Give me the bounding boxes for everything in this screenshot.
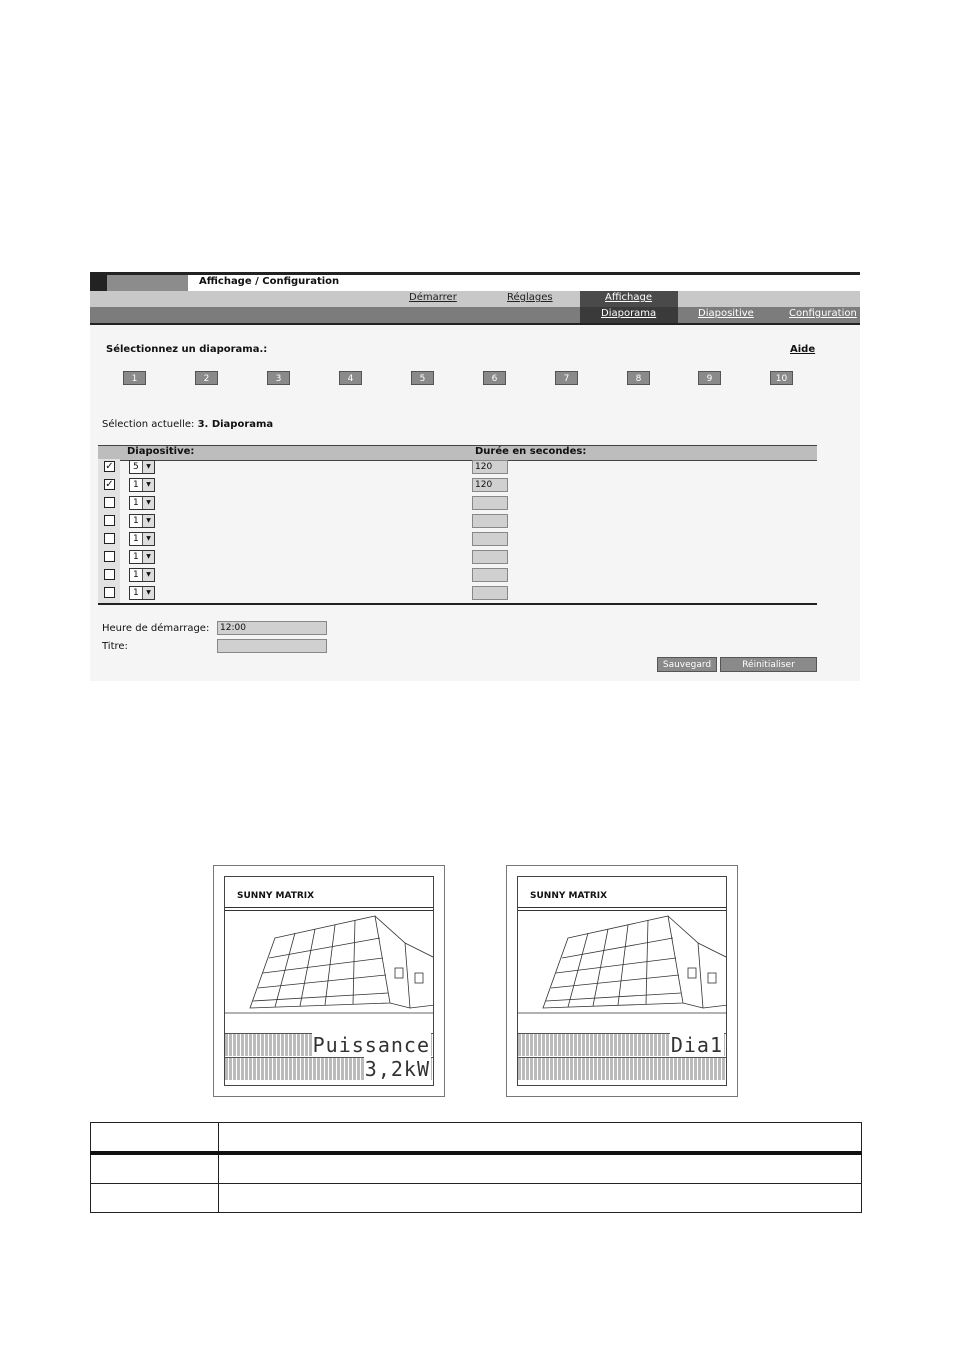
slide-select-value: 1: [133, 588, 139, 598]
current-selection-value: 3. Diaporama: [197, 419, 274, 430]
nav-affichage[interactable]: Affichage: [605, 292, 652, 303]
lcd-text-1: Dia1: [670, 1033, 723, 1057]
lcd-line-1: [518, 1033, 726, 1056]
building-image: [225, 913, 434, 1043]
display-screen: [517, 876, 727, 1086]
table-row: [98, 513, 817, 531]
table-row: [91, 1153, 862, 1184]
slide-select-value: 1: [133, 570, 139, 580]
subnav-configuration[interactable]: Configuration: [789, 308, 857, 319]
nav-affichage-tab[interactable]: [580, 291, 678, 307]
logo-block: [90, 275, 107, 291]
slideshow-button-5[interactable]: 5: [411, 371, 434, 385]
lcd-line-2: [518, 1057, 726, 1080]
slide-select[interactable]: [129, 550, 155, 564]
chevron-down-icon: ▼: [142, 587, 154, 599]
row-checkbox[interactable]: [104, 515, 115, 526]
slide-select[interactable]: [129, 496, 155, 510]
slide-select-value: 1: [133, 498, 139, 508]
nav-reglages[interactable]: Réglages: [507, 292, 553, 303]
config-screen: [90, 272, 860, 681]
table-row: [98, 459, 817, 477]
display-preview-1: [213, 865, 445, 1097]
start-time-input[interactable]: 12:00: [217, 621, 327, 635]
row-checkbox[interactable]: [104, 497, 115, 508]
slide-select[interactable]: [129, 586, 155, 600]
display-screen: [224, 876, 434, 1086]
chevron-down-icon: ▼: [142, 497, 154, 509]
table-row: [98, 495, 817, 513]
slideshow-button-9[interactable]: 9: [698, 371, 721, 385]
save-button[interactable]: Sauvegard: [657, 657, 717, 672]
slide-select[interactable]: [129, 532, 155, 546]
chevron-down-icon: ▼: [142, 461, 154, 473]
logo-block-grey: [107, 275, 188, 291]
chevron-down-icon: ▼: [142, 479, 154, 491]
table-row: [98, 477, 817, 495]
slideshow-button-4[interactable]: 4: [339, 371, 362, 385]
slideshow-button-7[interactable]: 7: [555, 371, 578, 385]
lcd-text-1: Puissance: [312, 1033, 430, 1057]
chevron-down-icon: ▼: [142, 533, 154, 545]
slideshow-button-2[interactable]: 2: [195, 371, 218, 385]
slideshow-button-6[interactable]: 6: [483, 371, 506, 385]
slideshow-button-10[interactable]: 10: [770, 371, 793, 385]
lcd-text-2: 3,2kW: [364, 1057, 430, 1081]
row-checkbox[interactable]: ✓: [105, 461, 114, 472]
row-checkbox[interactable]: [104, 587, 115, 598]
slide-select-value: 1: [133, 480, 139, 490]
slide-select-value: 5: [133, 462, 139, 472]
row-checkbox[interactable]: ✓: [105, 479, 114, 490]
title-input[interactable]: [217, 639, 327, 653]
building-image: [518, 913, 727, 1043]
duration-input[interactable]: [472, 496, 508, 510]
slide-select-value: 1: [133, 516, 139, 526]
display-separator: [225, 907, 433, 911]
duration-input[interactable]: 120: [472, 460, 508, 474]
table-row: [98, 549, 817, 567]
duration-input[interactable]: [472, 532, 508, 546]
duration-input[interactable]: [472, 514, 508, 528]
nav-demarrer[interactable]: Démarrer: [409, 292, 457, 303]
slide-select[interactable]: [129, 568, 155, 582]
slide-select-value: 1: [133, 534, 139, 544]
table-row: [98, 531, 817, 549]
select-heading: Sélectionnez un diaporama.:: [106, 344, 268, 355]
subnav-diaporama[interactable]: Diaporama: [601, 308, 657, 319]
slideshow-button-1[interactable]: 1: [123, 371, 146, 385]
chevron-down-icon: ▼: [142, 551, 154, 563]
slide-select[interactable]: [129, 460, 155, 474]
main-nav: [90, 291, 860, 307]
duration-input[interactable]: [472, 568, 508, 582]
reset-button[interactable]: Réinitialiser: [720, 657, 817, 672]
sub-nav: [90, 307, 860, 325]
table-row: [98, 585, 817, 603]
duration-input[interactable]: [472, 550, 508, 564]
slideshow-button-8[interactable]: 8: [627, 371, 650, 385]
slide-select[interactable]: [129, 514, 155, 528]
current-selection: [102, 419, 273, 430]
table-row: [91, 1184, 862, 1213]
title-label: Titre:: [102, 641, 128, 652]
lcd-line-2: [225, 1057, 433, 1080]
chevron-down-icon: ▼: [142, 569, 154, 581]
display-separator: [518, 907, 726, 911]
row-checkbox[interactable]: [104, 569, 115, 580]
table-row: [98, 567, 817, 585]
slideshow-button-3[interactable]: 3: [267, 371, 290, 385]
title-bar: [90, 272, 860, 291]
row-checkbox[interactable]: [104, 533, 115, 544]
duration-input[interactable]: 120: [472, 478, 508, 492]
current-selection-label: Sélection actuelle:: [102, 419, 195, 430]
start-time-label: Heure de démarrage:: [102, 623, 210, 634]
description-table: [90, 1122, 862, 1213]
page-title: Affichage / Configuration: [199, 276, 340, 287]
chevron-down-icon: ▼: [142, 515, 154, 527]
subnav-diaporama-tab[interactable]: [580, 307, 678, 323]
display-brand: SUNNY MATRIX: [530, 891, 608, 901]
col-slide: Diapositive:: [127, 446, 195, 457]
col-duration: Durée en secondes:: [475, 446, 587, 457]
help-link[interactable]: Aide: [790, 344, 816, 355]
subnav-diapositive[interactable]: Diapositive: [698, 308, 754, 319]
table-row: [91, 1123, 862, 1154]
table-divider: [98, 603, 817, 605]
display-preview-2: [506, 865, 738, 1097]
slide-select-value: 1: [133, 552, 139, 562]
slide-select[interactable]: [129, 478, 155, 492]
duration-input[interactable]: [472, 586, 508, 600]
row-checkbox[interactable]: [104, 551, 115, 562]
display-brand: SUNNY MATRIX: [237, 891, 315, 901]
lcd-line-1: [225, 1033, 433, 1056]
